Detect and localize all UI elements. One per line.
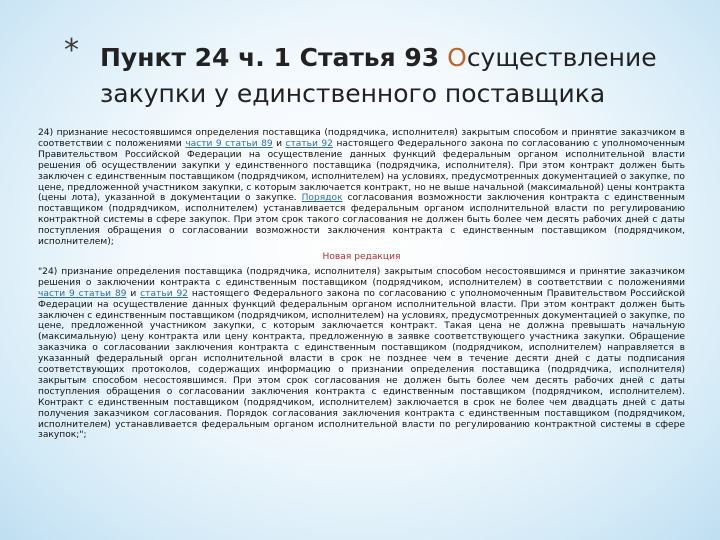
para2-text-1: "24) признание определения поставщика (подрядчика, исполнителя) закрытым способом несостоявшимся и принятие заказчиком решения о заключении контракта с единственным поставщиком (подрядчиком, исполнителем) в соответствии с положениями [38,266,685,288]
para1-text-4: согласования возможности заключения контракта с единственным поставщиком (подрядчиком, исполнителем) устанавливается федеральным органом исполнительной власти по регулированию контрактной системы в сфере закупок. При этом срок такого согласования не должен быть более чем десять рабочих дней с даты поступления обращения о согласовании возможности заключения контракта с единственным поставщиком (подрядчиком, исполнителем); [38,193,686,248]
title-bold-part: Пункт 24 ч. 1 Статья 93 [100,43,440,72]
slide-bullet: * [64,33,79,68]
title-accent-letter: О [447,43,467,72]
slide-title [100,40,700,112]
para1-text-3: настоящего Федерального закона по согласованию с уполномоченным Правительством Российской Федерации на осуществление данных функций федеральным органом исполнительной власти решения об осуществлении закупки у единственного поставщика (подрядчика, исполнителя). При этом контракт должен быть заключен с единственным поставщиком (подрядчиком, исполнителем) на условиях, предусмотренных документацией о закупке, по цене, предложенной участником закупки, с которым заключается контракт, но не выше начальной (максимальной) цены контракта (цены лота), указанной в документации о закупке. [38,138,686,204]
title-rest-line1: существление [466,43,657,72]
slide-body [38,128,685,441]
para2-text-2: и [126,288,141,299]
title-line2: закупки у единственного поставщика [100,79,606,108]
link-chast-9-statya-89-new[interactable]: части 9 статьи 89 [38,288,127,299]
link-statya-92[interactable]: статьи 92 [285,138,333,149]
paragraph-old-edition [38,128,685,248]
paragraph-new-edition [38,267,685,442]
para1-text-1: 24) признание несостоявшимся определения поставщика (подрядчика, исполнителя) закрытым способом и принятие заказчиком в соответствии с положениями [38,128,685,149]
link-chast-9-statya-89[interactable]: части 9 статьи 89 [185,138,273,149]
link-poryadok[interactable]: Порядок [301,193,343,204]
new-edition-heading: Новая редакция [322,251,401,262]
link-statya-92-new[interactable]: статьи 92 [140,288,189,299]
para1-text-2: и [272,138,286,149]
para2-text-3: настоящего Федерального закона по согласованию с уполномоченным Правительством Российской Федерации на осуществление данных функций федеральным органом исполнительной власти. При этом контракт должен быть заключен с единственным поставщиком (подрядчиком, исполнителем) на условиях, предусмотренных документацией о закупке, по цене, предложенной участником закупки, с которым заключается контракт. Такая цена не должна превышать начальную (максимальную) цену контракта или цену контракта, предложенную в заявке соответствующего участника закупки. Обращение заказчика о согласовании заключения контракта с единственным поставщиком (подрядчиком, исполнителем) направляется в указанный федеральный орган исполнительной власти в срок не позднее чем в течение десяти дней с даты подписания соответствующих протоколов, содержащих информацию о признании определения поставщика (подрядчика, исполнителя) закрытым способом несостоявшимся. При этом срок согласования не должен быть более чем десять рабочих дней с даты поступления обращения о согласовании заключения контракта с единственным поставщиком (подрядчиком, исполнителем). Контракт с единственным поставщиком (подрядчиком, исполнителем) заключается в срок не более чем двадцать дней с даты получения заказчиком согласования. Порядок согласования заключения контракта с единственным поставщиком (подрядчиком, исполнителем) устанавливается федеральным органом исполнительной власти по регулированию контрактной системы в сфере закупок;"; [38,288,685,441]
